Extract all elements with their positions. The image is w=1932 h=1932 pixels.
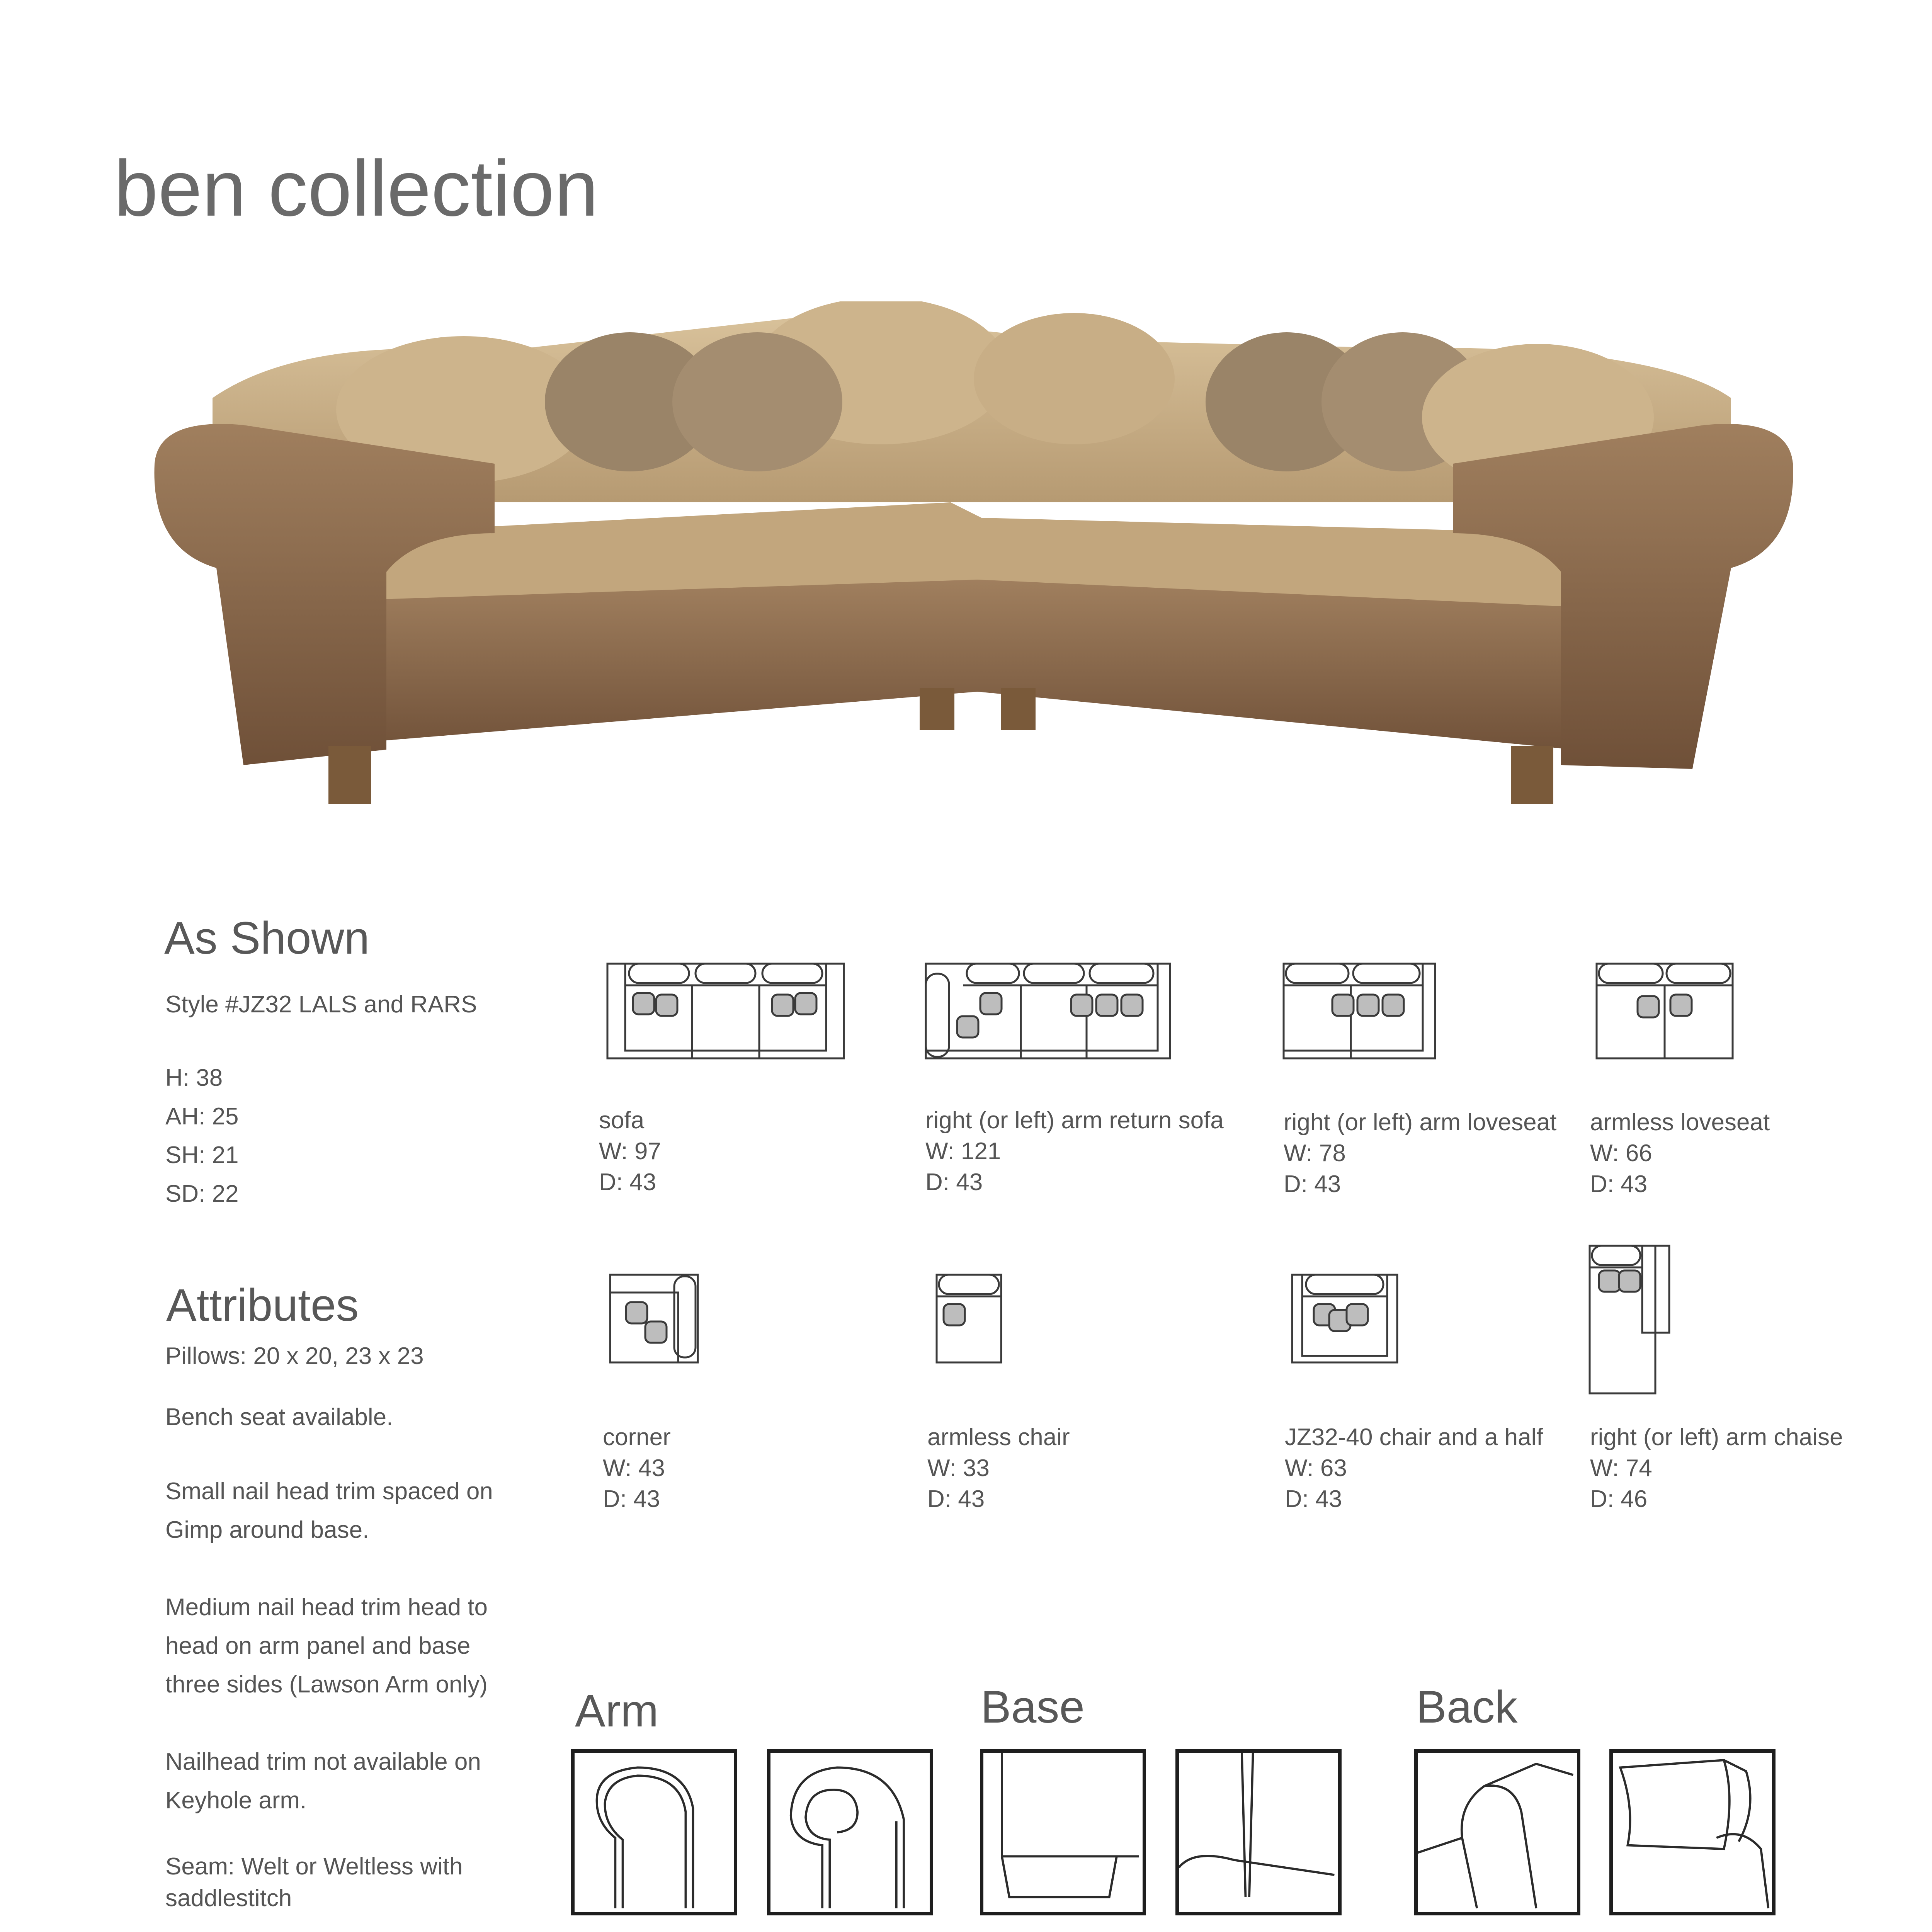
piece-return-sofa-depth: D: 43 bbox=[925, 1169, 983, 1196]
attribute-seam: Seam: Welt or Weltless with saddlestitch bbox=[165, 1853, 463, 1912]
back-heading: Back bbox=[1416, 1682, 1518, 1733]
sofa-diagram-icon bbox=[606, 962, 845, 1063]
dim-seat-height: SH: 21 bbox=[165, 1142, 239, 1168]
keyhole-arm-option[interactable] bbox=[571, 1749, 737, 1915]
piece-arm-loveseat-width: W: 78 bbox=[1284, 1140, 1346, 1167]
piece-sofa-depth: D: 43 bbox=[599, 1169, 656, 1196]
piece-return-sofa-width: W: 121 bbox=[925, 1138, 1001, 1165]
piece-chair-half-depth: D: 43 bbox=[1285, 1486, 1342, 1512]
attribute-pillows: Pillows: 20 x 20, 23 x 23 bbox=[165, 1343, 424, 1369]
piece-arm-loveseat-depth: D: 43 bbox=[1284, 1171, 1341, 1197]
armless-chair-diagram-icon bbox=[935, 1273, 1003, 1364]
armless-loveseat-diagram-icon bbox=[1595, 962, 1734, 1063]
chair-and-a-half-diagram-icon bbox=[1291, 1273, 1399, 1364]
as-shown-dimensions bbox=[165, 1059, 239, 1213]
attribute-small-nailhead: Small nail head trim spaced on Gimp around base. bbox=[165, 1478, 493, 1543]
as-shown-heading: As Shown bbox=[164, 913, 370, 964]
dim-seat-depth: SD: 22 bbox=[165, 1180, 239, 1207]
corner-diagram-icon bbox=[609, 1273, 699, 1364]
knife-edge-icon bbox=[1418, 1753, 1577, 1912]
attribute-bench-seat: Bench seat available. bbox=[165, 1404, 393, 1430]
attribute-medium-nailhead: Medium nail head trim head to head on arm panel and base three sides (Lawson Arm only) bbox=[165, 1594, 488, 1698]
piece-arm-chaise-width: W: 74 bbox=[1590, 1455, 1652, 1481]
piece-arm-chaise-depth: D: 46 bbox=[1590, 1486, 1648, 1512]
lawson-arm-option[interactable] bbox=[767, 1749, 933, 1915]
style-number: Style #JZ32 LALS and RARS bbox=[165, 991, 477, 1018]
arm-return-sofa-diagram-icon bbox=[924, 962, 1172, 1063]
piece-armless-chair-width: W: 33 bbox=[927, 1455, 990, 1481]
keyhole-arm-icon bbox=[575, 1753, 734, 1912]
piece-armless-loveseat-name: armless loveseat bbox=[1590, 1109, 1770, 1136]
arm-heading: Arm bbox=[575, 1685, 659, 1736]
piece-corner-name: corner bbox=[603, 1424, 671, 1451]
knife-edge-back-option[interactable] bbox=[1414, 1749, 1580, 1915]
sectional-sofa-photo bbox=[147, 301, 1801, 811]
piece-return-sofa-name: right (or left) arm return sofa bbox=[925, 1107, 1224, 1134]
piece-sofa-width: W: 97 bbox=[599, 1138, 661, 1165]
multi-pillow-back-option[interactable] bbox=[1609, 1749, 1776, 1915]
piece-armless-chair-depth: D: 43 bbox=[927, 1486, 985, 1512]
piece-armless-chair-name: armless chair bbox=[927, 1424, 1070, 1451]
piece-arm-loveseat-name: right (or left) arm loveseat bbox=[1284, 1109, 1557, 1136]
lawson-arm-icon bbox=[770, 1753, 930, 1912]
page-title: ben collection bbox=[114, 144, 599, 233]
piece-arm-chaise-name: right (or left) arm chaise bbox=[1590, 1424, 1843, 1451]
piece-armless-loveseat-width: W: 66 bbox=[1590, 1140, 1652, 1167]
attribute-keyhole-note: Nailhead trim not available on Keyhole arm. bbox=[165, 1748, 481, 1814]
tapered-leg-icon bbox=[983, 1753, 1143, 1912]
arm-chaise-diagram-icon bbox=[1588, 1244, 1671, 1395]
piece-chair-half-width: W: 63 bbox=[1285, 1455, 1347, 1481]
dim-height: H: 38 bbox=[165, 1065, 223, 1091]
base-heading: Base bbox=[981, 1682, 1085, 1733]
piece-corner-width: W: 43 bbox=[603, 1455, 665, 1481]
piece-corner-depth: D: 43 bbox=[603, 1486, 660, 1512]
piece-armless-loveseat-depth: D: 43 bbox=[1590, 1171, 1648, 1197]
multi-pillow-icon bbox=[1613, 1753, 1772, 1912]
dim-arm-height: AH: 25 bbox=[165, 1103, 239, 1130]
attributes-heading: Attributes bbox=[166, 1280, 359, 1331]
tapered-leg-base-option[interactable] bbox=[980, 1749, 1146, 1915]
kick-pleat-skirt-base-option[interactable] bbox=[1175, 1749, 1342, 1915]
kick-pleat-skirt-icon bbox=[1179, 1753, 1338, 1912]
piece-chair-half-name: JZ32-40 chair and a half bbox=[1285, 1424, 1543, 1451]
arm-loveseat-diagram-icon bbox=[1282, 962, 1437, 1063]
piece-sofa-name: sofa bbox=[599, 1107, 645, 1134]
